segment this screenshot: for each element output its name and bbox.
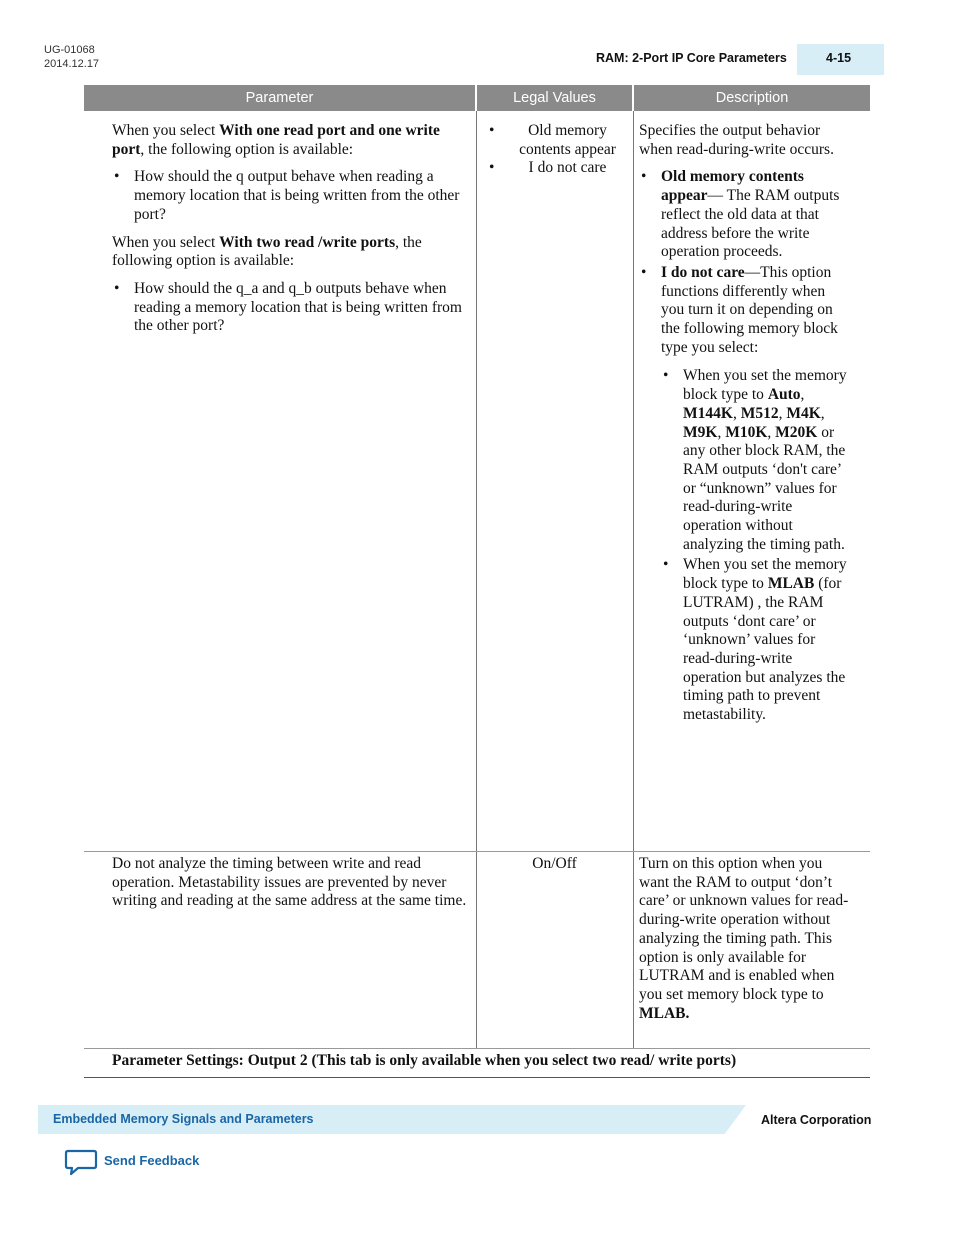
parameter-table xyxy=(84,85,870,1079)
row-divider xyxy=(84,851,870,852)
column-divider xyxy=(476,111,477,1049)
list-item: • When you set the memory block type to MLAB (for LUTRAM) , the RAM outputs ‘dont care’ or ‘unknown’ values for read-during-write operation but analyzes the timing path to prevent metastability. xyxy=(683,556,849,724)
row1-legal-values-cell xyxy=(477,122,632,178)
running-title: RAM: 2-Port IP Core Parameters xyxy=(596,51,787,65)
document-date: 2014.12.17 xyxy=(44,58,100,70)
page-number: 4-15 xyxy=(826,51,852,65)
column-header-legal-values: Legal Values xyxy=(477,85,632,111)
row1-parameter-cell xyxy=(112,122,472,345)
column-divider xyxy=(633,111,634,1049)
option-list xyxy=(639,168,849,724)
table-bottom-rule xyxy=(84,1077,870,1078)
list-item: • How should the q output behave when reading a memory location that is being written from the other port? xyxy=(134,168,472,224)
option-list xyxy=(112,280,472,336)
row2-parameter-cell: Do not analyze the timing between write and read operation. Metastability issues are prevented by never writing and reading at the same address at the same time. xyxy=(112,855,467,910)
chat-bubble-icon[interactable] xyxy=(64,1149,98,1177)
document-id-block xyxy=(44,43,99,71)
legal-values-list xyxy=(477,122,632,178)
row-divider xyxy=(84,1048,870,1049)
column-header-description: Description xyxy=(634,85,870,111)
sub-option-list xyxy=(661,367,849,724)
column-header-parameter: Parameter xyxy=(84,85,475,111)
option-list xyxy=(112,168,472,224)
row2-description-cell: Turn on this option when you want the RAM to output ‘don’t care’ or unknown values for read-during-write operation without analyzing the timing path. This option is only available for LUTRAM and is enabled when you set memory block type to MLAB. xyxy=(639,855,849,1022)
description-lead: Specifies the output behavior when read-during-write occurs. xyxy=(639,122,834,158)
list-item: • Old memory contents appear xyxy=(477,122,632,159)
list-item: • I do not care xyxy=(477,159,632,178)
option-intro-two-ports: When you select With two read /write ports, the following option is available: xyxy=(112,233,422,270)
list-item: • How should the q_a and q_b outputs behave when reading a memory location that is being written from the other port? xyxy=(134,280,472,336)
row1-description-cell xyxy=(639,122,849,727)
send-feedback-link[interactable]: Send Feedback xyxy=(104,1153,200,1168)
list-item: • I do not care—This option functions differently when you turn it on depending on the following memory block type you select: • When you set the memory block type to Auto, M144K, M512, M4K, M9K, M10K, M20K or any other block RAM, the RAM outputs ‘don't care’ or “unknown” values for read-during-write operation without analyzing the timing path. • When you set the memory block type to MLAB (for LUTRAM) , the RAM outputs ‘dont care’ or ‘unknown’ values for read-during-write operation but analyzes the timing path to prevent metastability. xyxy=(661,264,849,725)
option-intro-one-port: When you select With one read port and one write port, the following option is available: xyxy=(112,122,440,158)
document-id: UG-01068 xyxy=(44,44,95,56)
footer-section-link[interactable]: Embedded Memory Signals and Parameters xyxy=(53,1112,314,1126)
list-item: • When you set the memory block type to Auto, M144K, M512, M4K, M9K, M10K, M20K or any other block RAM, the RAM outputs ‘don't care’ or “unknown” values for read-during-write operation without analyzing the timing path. xyxy=(683,367,849,554)
row2-legal-values-cell: On/Off xyxy=(532,855,577,872)
footer-company: Altera Corporation xyxy=(761,1113,872,1127)
list-item: • Old memory contents appear— The RAM outputs reflect the old data at that address before the write operation proceeds. xyxy=(661,168,849,262)
section-row-output-2: Parameter Settings: Output 2 (This tab is only available when you select two read/ write ports) xyxy=(112,1052,737,1069)
